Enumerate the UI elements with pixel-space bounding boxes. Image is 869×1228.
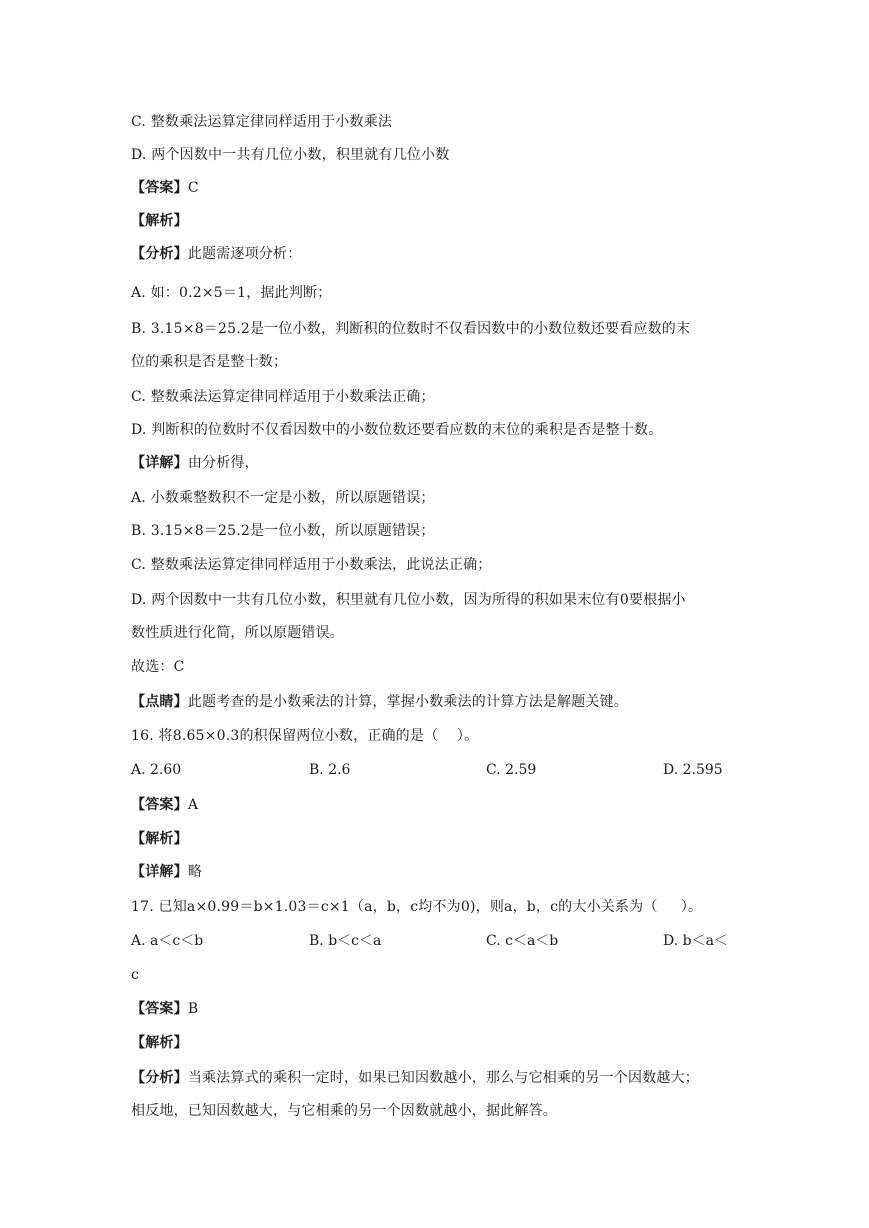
answer-value: C (187, 180, 199, 196)
detail-label-16: 【详解】 (131, 864, 188, 880)
detail-c: C. 整数乘法运算定律同样适用于小数乘法，此说法正确； (131, 557, 492, 573)
analysis-b: B. 3.15×8＝25.2是一位小数，判断积的位数时不仅看因数中的小数位数还要看应数的末 (131, 321, 691, 337)
q17-option-b: B. b＜c＜a (309, 933, 382, 949)
answer-line-16 (131, 795, 198, 815)
q17-option-c: C. c＜a＜b (486, 933, 559, 949)
comment-text: 此题考查的是小数乘法的计算，掌握小数乘法的计算方法是解题关键。 (187, 694, 629, 710)
analysis-label: 【分析】 (131, 246, 188, 262)
answer-label: 【答案】 (131, 180, 188, 196)
analysis-line-17 (131, 1068, 699, 1088)
answer-value-16: A (187, 797, 199, 813)
analysis-text: 此题需逐项分析： (187, 246, 302, 262)
detail-line-16 (131, 862, 202, 882)
comment-line (131, 692, 628, 712)
answer-value-17: B (187, 1001, 199, 1017)
q16-option-d: D. 2.595 (663, 762, 723, 778)
q17-option-d: D. b＜a＜ (663, 933, 728, 949)
question-16: 16. 将8.65×0.3的积保留两位小数，正确的是（ ）。 (131, 728, 479, 744)
detail-a: A. 小数乘整数积不一定是小数，所以原题错误； (131, 490, 435, 506)
analysis-line (131, 244, 301, 264)
explanation-label: 【解析】 (131, 213, 188, 229)
q16-option-a: A. 2.60 (131, 762, 182, 778)
q16-option-c: C. 2.59 (486, 762, 537, 778)
detail-d: D. 两个因数中一共有几位小数，积里就有几位小数，因为所得的积如果末位有0要根据小 (131, 592, 686, 608)
analysis-17-continued: 相反地，已知因数越大，与它相乘的另一个因数就越小，据此解答。 (131, 1103, 557, 1119)
answer-label-16: 【答案】 (131, 797, 188, 813)
q17-option-d-wrap: c (131, 967, 140, 983)
explanation-label-16: 【解析】 (131, 831, 188, 847)
analysis-a: A. 如：0.2×5＝1，据此判断； (131, 285, 332, 301)
analysis-b-continued: 位的乘积是否是整十数； (131, 354, 288, 370)
analysis-text-17: 当乘法算式的乘积一定时，如果已知因数越小，那么与它相乘的另一个因数越大； (187, 1070, 700, 1086)
q17-option-a: A. a＜c＜b (131, 933, 204, 949)
analysis-label-17: 【分析】 (131, 1070, 188, 1086)
detail-b: B. 3.15×8＝25.2是一位小数，所以原题错误； (131, 523, 435, 539)
option-d-text: D. 两个因数中一共有几位小数，积里就有几位小数 (131, 147, 450, 163)
comment-label: 【点睛】 (131, 694, 188, 710)
q16-option-b: B. 2.6 (309, 762, 351, 778)
answer-line (131, 178, 199, 198)
detail-line (131, 453, 259, 473)
detail-d-continued: 数性质进行化简，所以原题错误。 (131, 625, 344, 641)
explanation-label-17: 【解析】 (131, 1035, 188, 1051)
choice-statement: 故选：C (131, 659, 185, 675)
answer-line-17 (131, 999, 198, 1019)
analysis-c: C. 整数乘法运算定律同样适用于小数乘法正确； (131, 389, 435, 405)
answer-label-17: 【答案】 (131, 1001, 188, 1017)
option-c-text: C. 整数乘法运算定律同样适用于小数乘法 (131, 114, 393, 130)
detail-text-16: 略 (187, 864, 203, 880)
detail-label: 【详解】 (131, 455, 188, 471)
analysis-d: D. 判断积的位数时不仅看因数中的小数位数还要看应数的末位的乘积是否是整十数。 (131, 422, 663, 438)
detail-text: 由分析得， (187, 455, 259, 471)
question-17: 17. 已知a×0.99＝b×1.03＝c×1（a，b，c均不为0)，则a，b，c的大小关系为（ ）。 (131, 899, 703, 915)
